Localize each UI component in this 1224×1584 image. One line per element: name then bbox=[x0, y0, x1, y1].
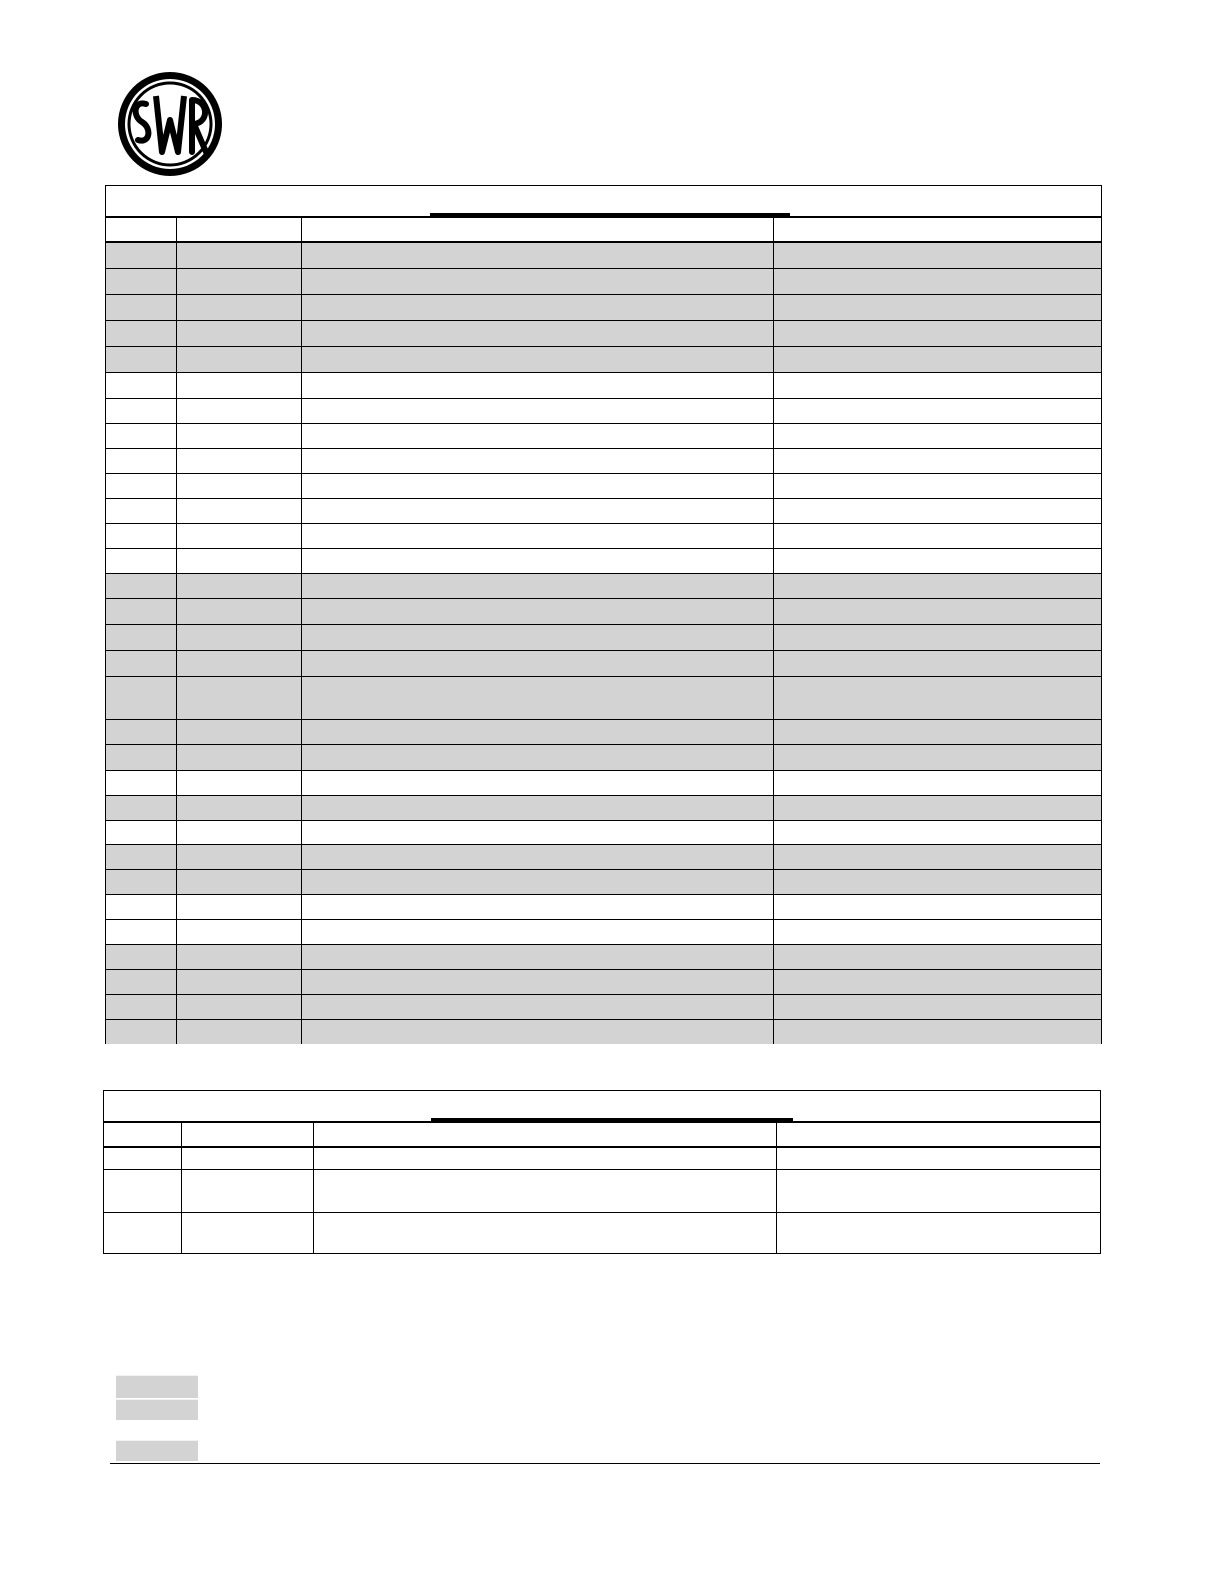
table-cell bbox=[302, 1020, 774, 1044]
table-cell bbox=[774, 549, 1101, 573]
approval-table-title-bar bbox=[104, 1091, 1100, 1123]
table-row bbox=[106, 499, 1101, 524]
table-cell bbox=[302, 677, 774, 719]
table-cell bbox=[302, 347, 774, 372]
table-cell bbox=[106, 796, 177, 820]
table-cell bbox=[177, 269, 302, 294]
table-cell bbox=[177, 243, 302, 268]
table-cell bbox=[774, 449, 1101, 473]
table-row bbox=[106, 845, 1101, 870]
table-row bbox=[106, 1020, 1101, 1044]
table-row bbox=[106, 771, 1101, 796]
table-cell bbox=[106, 347, 177, 372]
table-cell bbox=[302, 524, 774, 548]
table-cell bbox=[106, 243, 177, 268]
table-row bbox=[106, 243, 1101, 269]
table-cell bbox=[774, 945, 1101, 969]
table-cell bbox=[177, 651, 302, 676]
table-cell bbox=[774, 895, 1101, 919]
table-row bbox=[106, 399, 1101, 424]
table-cell bbox=[302, 870, 774, 894]
swr-logo bbox=[116, 70, 224, 178]
table-cell bbox=[774, 499, 1101, 523]
table-row bbox=[106, 796, 1101, 821]
table-cell bbox=[774, 574, 1101, 598]
revision-table-title-bar bbox=[106, 186, 1101, 218]
table-cell bbox=[302, 399, 774, 423]
legend-swatch bbox=[116, 1375, 198, 1398]
table-cell bbox=[177, 920, 302, 944]
table-row bbox=[104, 1148, 1100, 1170]
table-row bbox=[106, 677, 1101, 720]
table-cell bbox=[182, 1170, 314, 1212]
revision-table bbox=[105, 185, 1102, 1044]
table-cell bbox=[302, 821, 774, 844]
column-header bbox=[177, 218, 302, 241]
table-cell bbox=[177, 970, 302, 994]
table-cell bbox=[177, 771, 302, 795]
table-cell bbox=[177, 449, 302, 473]
table-cell bbox=[106, 449, 177, 473]
column-header bbox=[104, 1123, 182, 1146]
table-cell bbox=[177, 1020, 302, 1044]
table-cell bbox=[774, 243, 1101, 268]
table-cell bbox=[774, 399, 1101, 423]
table-cell bbox=[302, 895, 774, 919]
table-cell bbox=[302, 373, 774, 398]
table-cell bbox=[302, 745, 774, 770]
table-row bbox=[104, 1170, 1100, 1213]
table-cell bbox=[302, 424, 774, 448]
table-cell bbox=[774, 821, 1101, 844]
table-cell bbox=[106, 599, 177, 624]
table-cell bbox=[777, 1170, 1100, 1212]
table-cell bbox=[182, 1213, 314, 1254]
table-cell bbox=[177, 347, 302, 372]
table-cell bbox=[774, 651, 1101, 676]
table-cell bbox=[177, 870, 302, 894]
table-cell bbox=[774, 373, 1101, 398]
table-cell bbox=[774, 347, 1101, 372]
table-cell bbox=[774, 474, 1101, 498]
table-cell bbox=[106, 1020, 177, 1044]
table-cell bbox=[774, 845, 1101, 869]
table-row bbox=[106, 474, 1101, 499]
table-cell bbox=[774, 321, 1101, 346]
table-cell bbox=[106, 745, 177, 770]
table-cell bbox=[177, 720, 302, 744]
table-cell bbox=[774, 295, 1101, 320]
column-header bbox=[314, 1123, 777, 1146]
table-row bbox=[106, 599, 1101, 625]
table-cell bbox=[774, 796, 1101, 820]
table-cell bbox=[106, 895, 177, 919]
table-cell bbox=[302, 995, 774, 1019]
table-row bbox=[106, 574, 1101, 599]
table-cell bbox=[182, 1148, 314, 1169]
column-header bbox=[777, 1123, 1100, 1146]
table-row bbox=[104, 1213, 1100, 1254]
table-cell bbox=[302, 295, 774, 320]
column-header bbox=[302, 218, 774, 241]
table-cell bbox=[177, 399, 302, 423]
table-cell bbox=[177, 895, 302, 919]
table-cell bbox=[302, 796, 774, 820]
table-cell bbox=[302, 651, 774, 676]
table-cell bbox=[774, 1020, 1101, 1044]
table-cell bbox=[177, 295, 302, 320]
table-cell bbox=[106, 970, 177, 994]
table-row bbox=[106, 295, 1101, 321]
table-cell bbox=[106, 399, 177, 423]
table-cell bbox=[106, 920, 177, 944]
table-row bbox=[106, 821, 1101, 845]
table-cell bbox=[302, 243, 774, 268]
table-cell bbox=[314, 1148, 777, 1169]
table-cell bbox=[774, 677, 1101, 719]
table-row bbox=[106, 524, 1101, 549]
table-cell bbox=[106, 945, 177, 969]
table-cell bbox=[106, 771, 177, 795]
table-cell bbox=[177, 677, 302, 719]
table-cell bbox=[302, 945, 774, 969]
table-cell bbox=[774, 920, 1101, 944]
approval-table-body bbox=[104, 1123, 1100, 1254]
table-cell bbox=[302, 771, 774, 795]
table-cell bbox=[177, 821, 302, 844]
table-cell bbox=[106, 295, 177, 320]
table-cell bbox=[302, 449, 774, 473]
legend-swatch bbox=[116, 1399, 198, 1420]
footer-rule bbox=[110, 1463, 1100, 1464]
table-cell bbox=[302, 845, 774, 869]
column-header bbox=[106, 218, 177, 241]
table-row bbox=[106, 995, 1101, 1020]
table-cell bbox=[177, 549, 302, 573]
table-row bbox=[106, 549, 1101, 574]
table-cell bbox=[774, 745, 1101, 770]
table-row bbox=[106, 269, 1101, 295]
table-cell bbox=[314, 1170, 777, 1212]
table-cell bbox=[177, 625, 302, 650]
table-cell bbox=[177, 574, 302, 598]
table-cell bbox=[177, 945, 302, 969]
table-cell bbox=[302, 321, 774, 346]
table-row bbox=[106, 424, 1101, 449]
table-row bbox=[106, 895, 1101, 920]
table-cell bbox=[774, 970, 1101, 994]
table-cell bbox=[302, 549, 774, 573]
table-cell bbox=[106, 321, 177, 346]
table-cell bbox=[106, 677, 177, 719]
table-row bbox=[106, 745, 1101, 771]
table-row bbox=[106, 970, 1101, 995]
table-cell bbox=[177, 499, 302, 523]
table-cell bbox=[774, 424, 1101, 448]
table-cell bbox=[106, 995, 177, 1019]
table-cell bbox=[302, 720, 774, 744]
table-cell bbox=[302, 625, 774, 650]
table-cell bbox=[774, 870, 1101, 894]
table-cell bbox=[774, 524, 1101, 548]
table-cell bbox=[177, 796, 302, 820]
table-row bbox=[106, 321, 1101, 347]
table-header-row bbox=[104, 1123, 1100, 1148]
table-cell bbox=[106, 870, 177, 894]
table-row bbox=[106, 347, 1101, 373]
table-cell bbox=[106, 549, 177, 573]
table-cell bbox=[774, 269, 1101, 294]
table-cell bbox=[104, 1148, 182, 1169]
table-cell bbox=[177, 321, 302, 346]
table-cell bbox=[302, 499, 774, 523]
table-cell bbox=[774, 720, 1101, 744]
table-cell bbox=[106, 424, 177, 448]
table-cell bbox=[302, 970, 774, 994]
column-header bbox=[774, 218, 1101, 241]
column-header bbox=[182, 1123, 314, 1146]
table-cell bbox=[106, 821, 177, 844]
table-cell bbox=[106, 574, 177, 598]
table-cell bbox=[774, 599, 1101, 624]
table-row bbox=[106, 870, 1101, 895]
table-cell bbox=[177, 995, 302, 1019]
table-cell bbox=[106, 524, 177, 548]
table-row bbox=[106, 651, 1101, 677]
table-cell bbox=[177, 524, 302, 548]
table-cell bbox=[777, 1213, 1100, 1254]
approval-table bbox=[103, 1090, 1101, 1254]
table-cell bbox=[302, 599, 774, 624]
table-cell bbox=[104, 1213, 182, 1254]
table-row bbox=[106, 373, 1101, 399]
table-cell bbox=[177, 474, 302, 498]
title-underline bbox=[431, 1118, 793, 1121]
table-cell bbox=[314, 1213, 777, 1254]
table-cell bbox=[106, 499, 177, 523]
table-header-row bbox=[106, 218, 1101, 243]
table-cell bbox=[777, 1148, 1100, 1169]
legend-swatch bbox=[116, 1440, 198, 1461]
table-row bbox=[106, 920, 1101, 945]
table-cell bbox=[106, 651, 177, 676]
table-cell bbox=[302, 574, 774, 598]
table-cell bbox=[177, 745, 302, 770]
table-cell bbox=[177, 424, 302, 448]
table-cell bbox=[774, 995, 1101, 1019]
revision-table-body bbox=[106, 218, 1101, 1044]
table-row bbox=[106, 720, 1101, 745]
table-cell bbox=[177, 599, 302, 624]
table-row bbox=[106, 449, 1101, 474]
table-cell bbox=[106, 474, 177, 498]
table-cell bbox=[177, 845, 302, 869]
table-cell bbox=[774, 771, 1101, 795]
table-cell bbox=[177, 373, 302, 398]
table-row bbox=[106, 945, 1101, 970]
table-cell bbox=[106, 845, 177, 869]
table-cell bbox=[106, 720, 177, 744]
table-cell bbox=[104, 1170, 182, 1212]
table-cell bbox=[106, 269, 177, 294]
table-cell bbox=[774, 625, 1101, 650]
table-cell bbox=[106, 373, 177, 398]
table-cell bbox=[302, 920, 774, 944]
table-cell bbox=[302, 474, 774, 498]
title-underline bbox=[430, 213, 790, 216]
table-cell bbox=[302, 269, 774, 294]
table-cell bbox=[106, 625, 177, 650]
table-row bbox=[106, 625, 1101, 651]
